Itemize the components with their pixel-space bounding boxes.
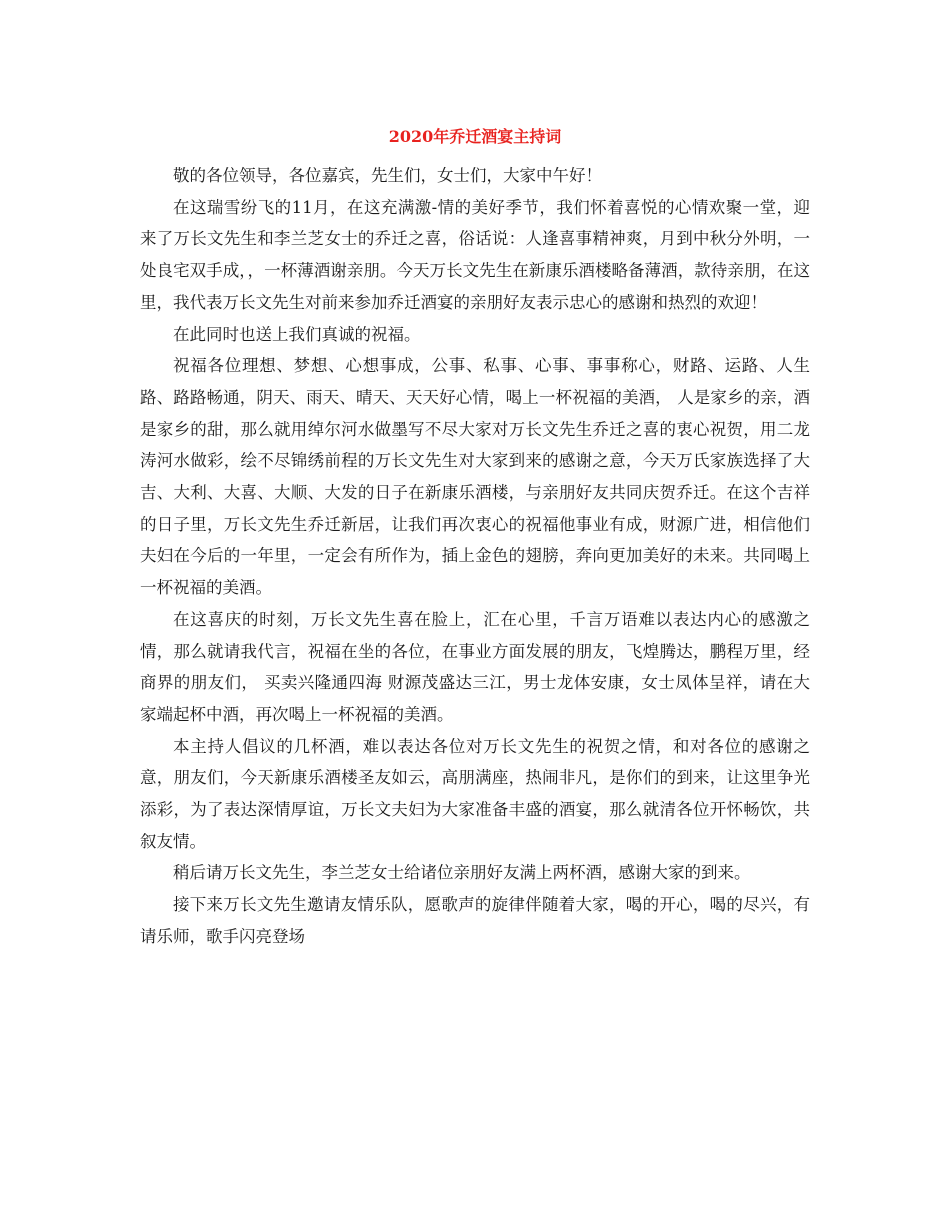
paragraph-blessing: 祝福各位理想、梦想、心想事成，公事、私事、心事、事事称心，财路、运路、人生路、路路畅通，阴天、雨天、晴天、天天好心情，喝上一杯祝福的美酒， 人是家乡的亲，酒是家乡的甜，那么就用绰尔河水做墨写不尽大家对万长文先生乔迁之喜的衷心祝贺，用二龙涛河水做彩，绘不尽锦绣前程的万长文先生对大家到来的感谢之意，今天万氏家族选择了大吉、大利、大喜、大顺、大发的日子在新康乐酒楼，与亲朋好友共同庆贺乔迁。在这个吉祥的日子里，万长文先生乔迁新居，让我们再次衷心的祝福他事业有成，财源广进，相信他们夫妇在今后的一年里，一定会有所作为，插上金色的翅膀，奔向更加美好的未来。共同喝上一杯祝福的美酒。: [140, 356, 810, 598]
paragraph-gratitude: 在这喜庆的时刻，万长文先生喜在脸上，汇在心里，千言万语难以表达内心的感激之情，那么就请我代言，祝福在坐的各位，在事业方面发展的朋友，飞煌腾达，鹏程万里，经商界的朋友们， 买卖兴隆通四海 财源茂盛达三江，男士龙体安康，女士凤体呈祥，请在大家端起杯中酒，再次喝上一杯祝福的美酒。: [140, 609, 810, 724]
document-body: [140, 160, 810, 953]
document-title: 2020年乔迁酒宴主持词: [388, 127, 562, 146]
paragraph-blessing-intro: 在此同时也送上我们真诚的祝福。: [173, 324, 421, 344]
paragraph-toast: 本主持人倡议的几杯酒，难以表达各位对万长文先生的祝贺之情，和对各位的感谢之意，朋友们，今天新康乐酒楼圣友如云，高朋满座，热闹非凡，是你们的到来，让这里争光添彩，为了表达深情厚谊，万长文夫妇为大家准备丰盛的酒宴，那么就清各位开怀畅饮，共叙友情。: [140, 736, 810, 851]
paragraph-greeting: 敬的各位领导，各位嘉宾，先生们，女士们，大家中午好！: [173, 166, 602, 185]
paragraph-music: 接下来万长文先生邀请友情乐队，愿歌声的旋律伴随着大家，喝的开心，喝的尽兴，有请乐师，歌手闪亮登场: [140, 895, 810, 946]
paragraph-welcome: 在这瑞雪纷飞的11月，在这充满激-情的美好季节，我们怀着喜悦的心情欢聚一堂，迎来了万长文先生和李兰芝女士的乔迁之喜，俗话说：人逢喜事精神爽，月到中秋分外明，一处良宅双手成，，一杯薄酒谢亲朋。今天万长文先生在新康乐酒楼略备薄酒，款待亲朋，在这里，我代表万长文先生对前来参加乔迁酒宴的亲朋好友表示忠心的感谢和热烈的欢迎！: [140, 197, 810, 312]
paragraph-host-toast: 稍后请万长文先生，李兰芝女士给诸位亲朋好友满上两杯酒，感谢大家的到来。: [173, 863, 751, 883]
